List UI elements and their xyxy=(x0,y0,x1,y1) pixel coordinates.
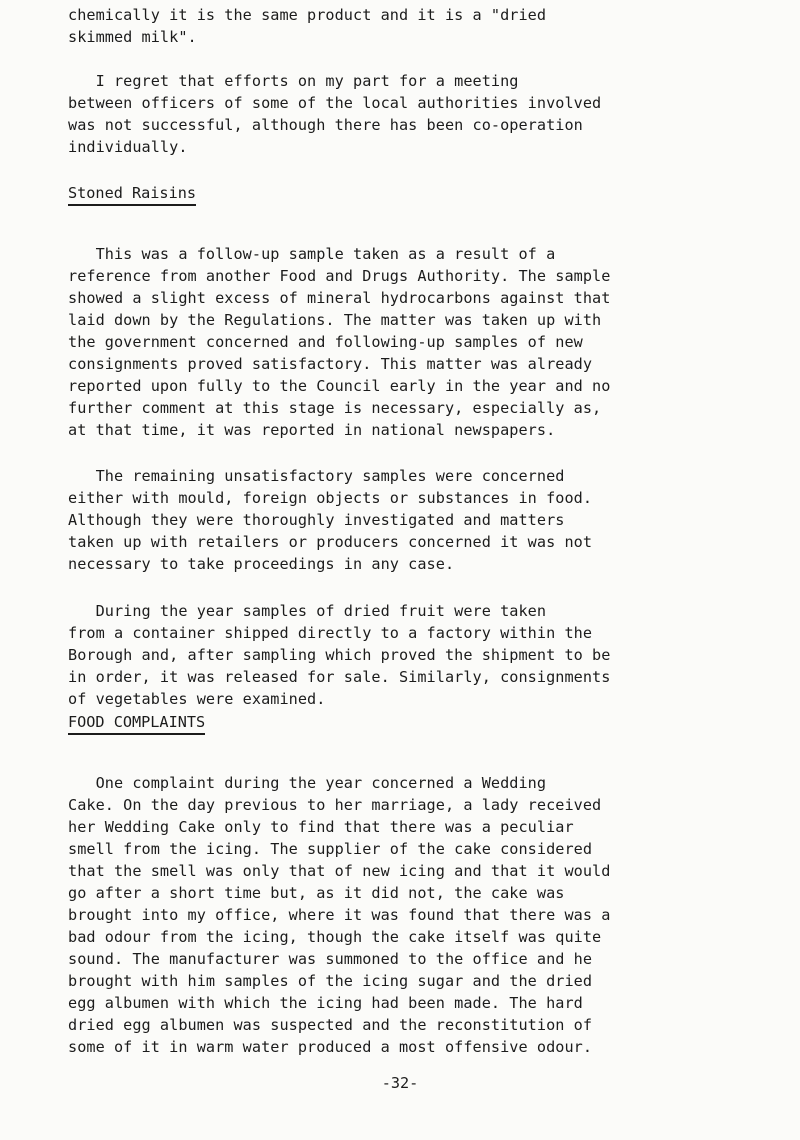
paragraph-dried-milk: chemically it is the same product and it is a "dried skimmed milk". xyxy=(68,6,547,46)
paragraph-wedding-cake: One complaint during the year concerned a Wedding Cake. On the day previous to her marriage, a lady received her Wedding Cake only to find that there was a peculiar smell from the icing. The supplier of the cake considered that the smell was only that of new icing and that it would go after a short time but, as it did not, the cake was brought into my office, where it was found that there was a bad odour from the icing, though the cake itself was quite sound. The manufacturer was summoned to the office and he brought with him samples of the icing sugar and the dried egg albumen with which the icing had been made. The hard dried egg albumen was suspected and the reconstitution of some of it in warm water produced a most offensive odour. xyxy=(68,774,611,1056)
paragraph-meeting: I regret that efforts on my part for a meeting between officers of some of the local authorities involved was not successful, although there has been co-operation individually. xyxy=(68,72,602,156)
heading-food-complaints: FOOD COMPLAINTS xyxy=(68,711,205,735)
paragraph-unsatisfactory-samples: The remaining unsatisfactory samples were concerned either with mould, foreign objects or substances in food. Although they were thoroughly investigated and matters taken up with retailers or producers concerned it was not necessary to take proceedings in any case. xyxy=(68,467,593,573)
heading-stoned-raisins: Stoned Raisins xyxy=(68,182,196,206)
page-number: -32- xyxy=(381,1074,419,1092)
paragraph-stoned-raisins: This was a follow-up sample taken as a result of a reference from another Food and Drugs Authority. The sample showed a slight excess of mineral hydrocarbons against that laid down by the Regulations. The matter was taken up with the government concerned and following-up samples of new consignments proved satisfactory. This matter was already reported upon fully to the Council early in the year and no further comment at this stage is necessary, especially as, at that time, it was reported in national newspapers. xyxy=(68,245,611,439)
paragraph-dried-fruit: During the year samples of dried fruit were taken from a container shipped directly to a factory within the Borough and, after sampling which proved the shipment to be in order, it was released for sale. Similarly, consignments of vegetables were examined. xyxy=(68,602,611,708)
